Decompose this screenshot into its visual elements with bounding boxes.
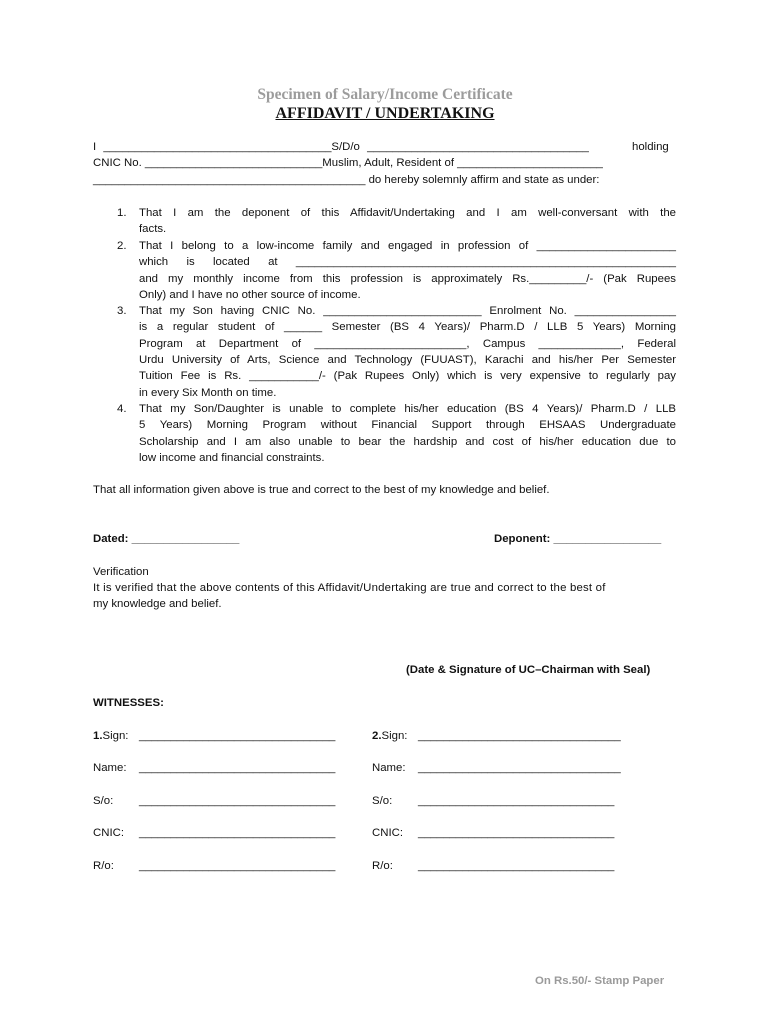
intro-line-2	[93, 157, 603, 169]
intro-line-1	[93, 141, 589, 153]
intro-pronoun: I	[93, 141, 97, 153]
item-line: which is located at ____________________________________________________________	[139, 256, 676, 269]
item-line: in every Six Month on time.	[139, 386, 277, 399]
specimen-title: Specimen of Salary/Income Certificate	[257, 86, 513, 103]
witness-left-blank[interactable]: _______________________________	[139, 827, 336, 839]
witness-right-label	[372, 730, 407, 742]
item-number: 4.	[117, 403, 127, 415]
page-title: AFFIDAVIT / UNDERTAKING	[275, 105, 495, 122]
item-line: Tuition Fee is Rs. ___________/- (Pak Rupees Only) which is very expensive to regularly pay	[139, 370, 676, 383]
witness-left-blank[interactable]: _______________________________	[139, 730, 336, 742]
resident-blank[interactable]: _______________________	[457, 157, 603, 169]
witness-left-blank[interactable]: _______________________________	[139, 795, 336, 807]
witness-field-label: Sign:	[102, 730, 129, 742]
item-line: 5 Years) Morning Program without Financial Support through EHSAAS Undergraduate	[139, 419, 676, 432]
stamp-paper-note: On Rs.50/- Stamp Paper	[535, 975, 665, 987]
witness-left-label	[93, 730, 128, 742]
dated-label: Dated:	[93, 533, 129, 545]
witness-left-label	[93, 860, 114, 872]
item-line: low income and financial constraints.	[139, 451, 325, 464]
father-name-blank[interactable]: ___________________________________	[367, 141, 589, 153]
dated-blank[interactable]: _________________	[131, 533, 240, 545]
witness-field-label: CNIC:	[93, 827, 125, 839]
item-number: 2.	[117, 240, 127, 252]
item-line: Urdu University of Arts, Science and Technology (FUUAST), Karachi and his/her Per Semester	[139, 353, 676, 366]
truth-statement: That all information given above is true and correct to the best of my knowledge and belief.	[93, 484, 550, 496]
item-number: 1.	[117, 207, 127, 219]
witness-right-label	[372, 795, 392, 807]
intro-line-3	[93, 174, 599, 186]
witness-left-blank[interactable]: _______________________________	[139, 762, 336, 774]
item-line: is a regular student of ______ Semester (BS 4 Years)/ Pharm.D / LLB 5 Years) Morning	[139, 321, 676, 334]
witness-right-blank[interactable]: ________________________________	[418, 762, 621, 774]
witness-left-label	[93, 762, 127, 774]
cnic-label: CNIC No.	[93, 157, 142, 169]
witness-right-blank[interactable]: _______________________________	[418, 795, 615, 807]
name-blank[interactable]: ____________________________________	[103, 141, 332, 153]
witness-field-label: Sign:	[381, 730, 408, 742]
item-line: Program at Department of ________________________, Campus _____________, Federal	[139, 337, 676, 350]
holding-text: holding	[632, 141, 669, 153]
chairman-signature-label: (Date & Signature of UC–Chairman with Seal)	[406, 664, 651, 676]
witness-field-label: S/o:	[372, 795, 393, 807]
witness-field-label: Name:	[93, 762, 127, 774]
witness-left-label	[93, 827, 124, 839]
item-line: Only) and I have no other source of income.	[139, 288, 361, 301]
witness-right-blank[interactable]: ________________________________	[418, 730, 621, 742]
witness-left-blank[interactable]: _______________________________	[139, 860, 336, 872]
witness-field-label: S/o:	[93, 795, 114, 807]
item-line: That I am the deponent of this Affidavit/Undertaking and I am well-conversant with the	[139, 207, 676, 219]
dated-field	[93, 533, 239, 545]
item-line: That my Son having CNIC No. _________________________ Enrolment No. ________________	[139, 305, 676, 317]
witness-field-label: CNIC:	[372, 827, 404, 839]
affirm-text: do hereby solemnly affirm and state as under:	[368, 174, 600, 186]
witness-number: 1.	[93, 730, 103, 742]
verification-line-2: my knowledge and belief.	[93, 598, 222, 610]
deponent-blank[interactable]: _________________	[553, 533, 662, 545]
item-line: That I belong to a low-income family and engaged in profession of ______________________	[139, 240, 676, 252]
witnesses-heading: WITNESSES:	[93, 697, 164, 709]
item-line: and my monthly income from this profession is approximately Rs._________/- (Pak Rupees	[139, 272, 676, 285]
witness-number: 2.	[372, 730, 382, 742]
cnic-blank[interactable]: ____________________________	[144, 157, 323, 169]
item-line: Scholarship and I am also unable to bear the hardship and cost of his/her education due to	[139, 435, 676, 448]
item-number: 3.	[117, 305, 127, 317]
witness-right-blank[interactable]: _______________________________	[418, 860, 615, 872]
relation-label: S/D/o	[331, 141, 360, 153]
witness-right-label	[372, 860, 393, 872]
verification-line-1: It is verified that the above contents of this Affidavit/Undertaking are true and correct to the best of	[93, 582, 606, 594]
resident-label: Muslim, Adult, Resident of	[322, 157, 454, 169]
deponent-label: Deponent:	[494, 533, 551, 545]
witness-right-blank[interactable]: _______________________________	[418, 827, 615, 839]
verification-heading: Verification	[93, 566, 149, 578]
witness-field-label: Name:	[372, 762, 406, 774]
address-blank[interactable]: ___________________________________________	[93, 174, 366, 186]
witness-left-label	[93, 795, 113, 807]
witness-right-label	[372, 827, 403, 839]
item-line: That my Son/Daughter is unable to complete his/her education (BS 4 Years)/ Pharm.D / LLB	[139, 403, 676, 415]
witness-right-label	[372, 762, 406, 774]
witness-field-label: R/o:	[93, 860, 114, 872]
witness-field-label: R/o:	[372, 860, 393, 872]
deponent-field	[494, 533, 661, 545]
item-line: facts.	[139, 223, 167, 236]
